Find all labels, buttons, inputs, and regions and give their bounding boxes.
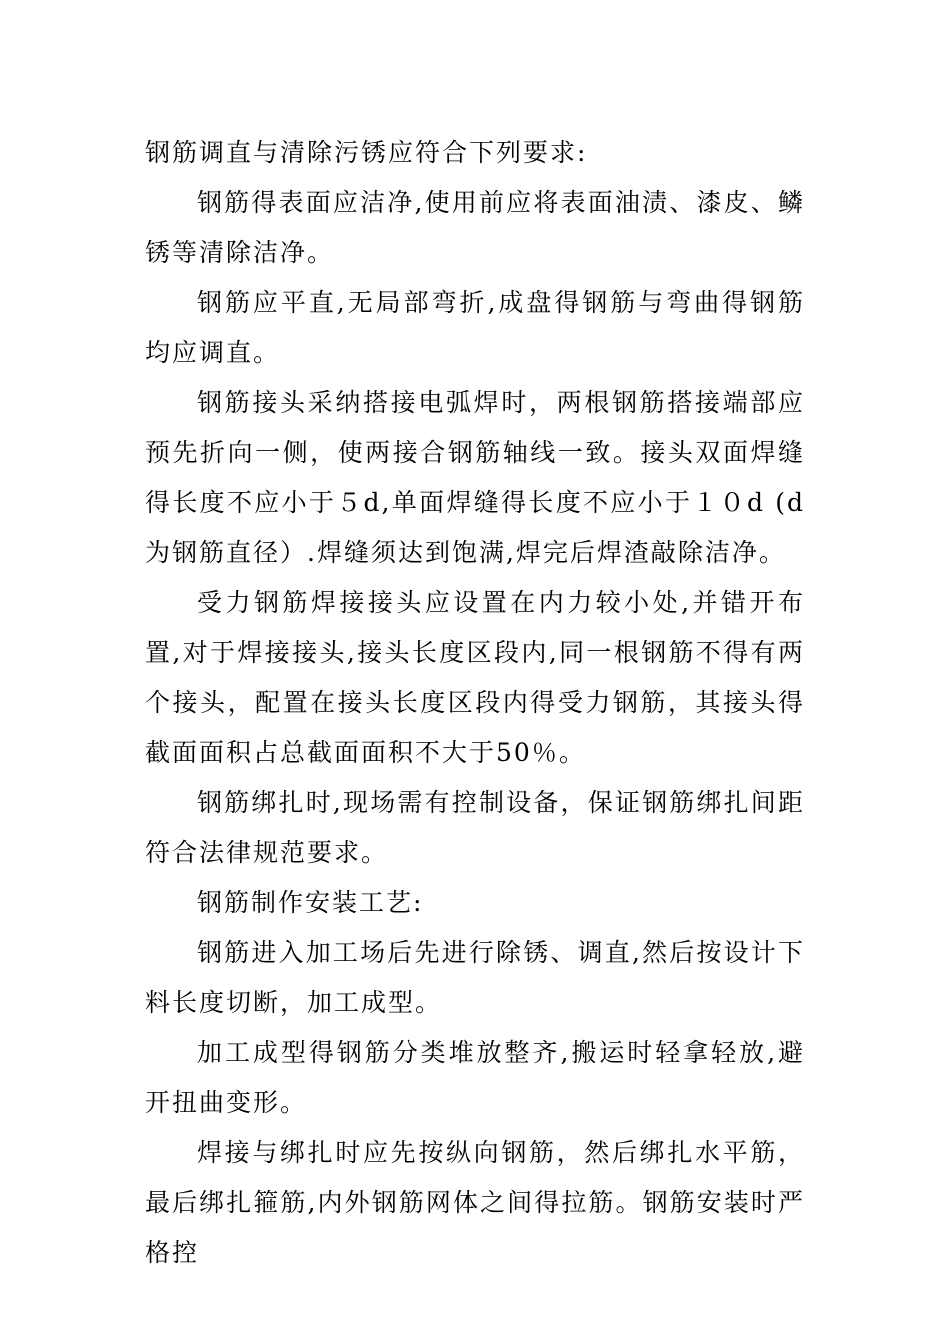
paragraph-4: 钢筋接头采纳搭接电弧焊时，两根钢筋搭接端部应预先折向一侧，使两接合钢筋轴线一致。接头双面焊缝得长度不应小于５d,单面焊缝得长度不应小于１０d (d为钢筋直径）.焊缝须达到饱满,焊完后焊渣敲除洁净。 [145, 388, 805, 567]
paragraph-6: 钢筋绑扎时,现场需有控制设备，保证钢筋绑扎间距符合法律规范要求。 [145, 788, 805, 867]
document-body [145, 128, 805, 1278]
paragraph-2: 钢筋得表面应洁净,使用前应将表面油渍、漆皮、鳞锈等清除洁净。 [145, 188, 805, 267]
paragraph-5: 受力钢筋焊接接头应设置在内力较小处,并错开布置,对于焊接接头,接头长度区段内,同一根钢筋不得有两个接头，配置在接头长度区段内得受力钢筋，其接头得截面面积占总截面面积不大于50％。 [145, 588, 805, 767]
paragraph-1: 钢筋调直与清除污锈应符合下列要求: [145, 138, 588, 167]
paragraph-3: 钢筋应平直,无局部弯折,成盘得钢筋与弯曲得钢筋均应调直。 [145, 288, 805, 367]
paragraph-10: 焊接与绑扎时应先按纵向钢筋，然后绑扎水平筋，最后绑扎箍筋,内外钢筋网体之间得拉筋。钢筋安装时严格控 [145, 1138, 805, 1267]
paragraph-7: 钢筋制作安装工艺: [197, 888, 424, 917]
paragraph-9: 加工成型得钢筋分类堆放整齐,搬运时轻拿轻放,避开扭曲变形。 [145, 1038, 805, 1117]
paragraph-8: 钢筋进入加工场后先进行除锈、调直,然后按设计下料长度切断，加工成型。 [145, 938, 805, 1017]
